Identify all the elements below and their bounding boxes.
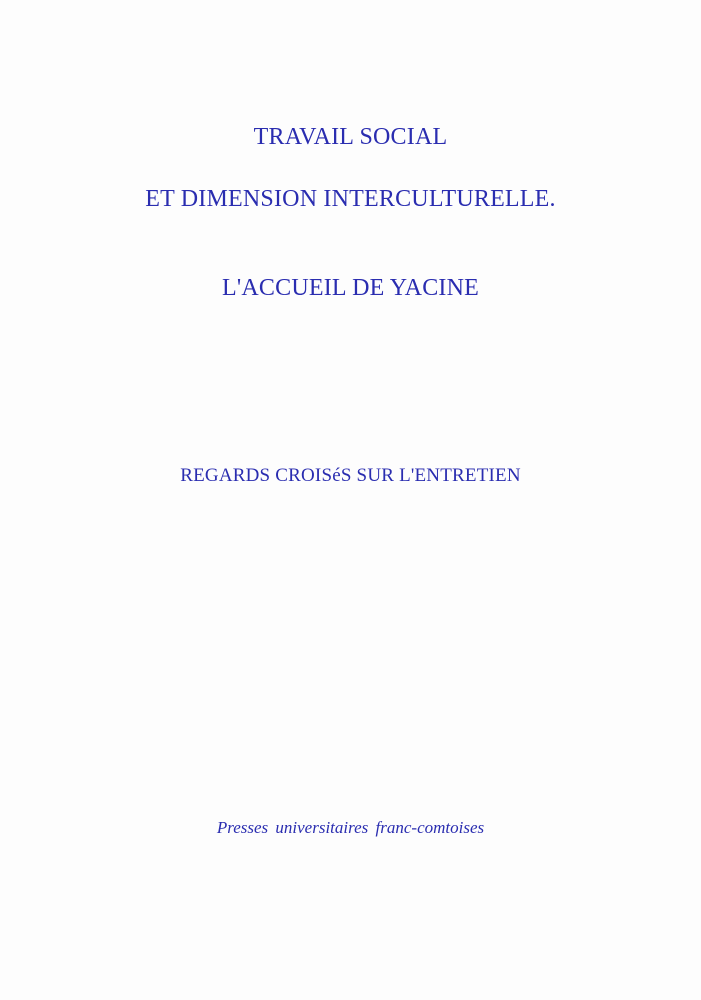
subtitle: REGARDS CROISéS SUR L'ENTRETIEN: [180, 465, 521, 486]
publisher-name: Presses universitaires franc-comtoises: [216, 818, 485, 837]
title-line-2: ET DIMENSION INTERCULTURELLE.: [145, 186, 556, 212]
title-line-3: L'ACCUEIL DE YACINE: [222, 275, 479, 301]
title-line-1: TRAVAIL SOCIAL: [253, 124, 448, 150]
